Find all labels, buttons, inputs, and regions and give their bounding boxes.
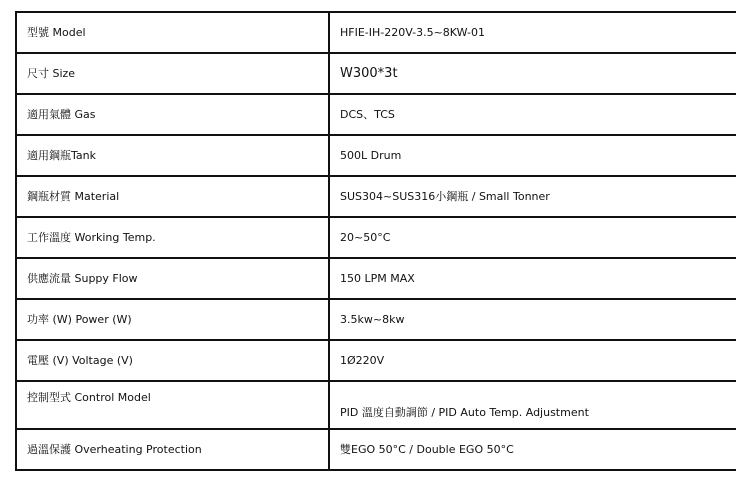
table-row-power (16, 299, 736, 340)
label-overheating-protection: 過溫保護 Overheating Protection (16, 429, 329, 470)
table-row-size (16, 53, 736, 94)
table-row-supply-flow (16, 258, 736, 299)
label-model: 型號 Model (16, 12, 329, 53)
table-row-tank (16, 135, 736, 176)
table-row-model (16, 12, 736, 53)
table-row-voltage (16, 340, 736, 381)
value-overheating-protection: 雙EGO 50°C / Double EGO 50°C (329, 429, 736, 470)
label-voltage: 電壓 (V) Voltage (V) (16, 340, 329, 381)
value-working-temp: 20~50°C (329, 217, 736, 258)
table-row-working-temp (16, 217, 736, 258)
table-row-overheating-protection (16, 429, 736, 470)
spec-table (15, 11, 736, 471)
value-size: W300*3t (329, 53, 736, 94)
table-row-gas (16, 94, 736, 135)
table-row-material (16, 176, 736, 217)
spec-table-body (16, 12, 736, 470)
value-model: HFIE-IH-220V-3.5~8KW-01 (329, 12, 736, 53)
label-material: 鋼瓶材質 Material (16, 176, 329, 217)
value-power: 3.5kw~8kw (329, 299, 736, 340)
label-control-model: 控制型式 Control Model (16, 381, 329, 429)
value-voltage: 1Ø220V (329, 340, 736, 381)
value-control-model: PID 溫度自動調節 / PID Auto Temp. Adjustment (329, 381, 736, 429)
value-gas: DCS、TCS (329, 94, 736, 135)
value-tank: 500L Drum (329, 135, 736, 176)
label-tank: 適用鋼瓶Tank (16, 135, 329, 176)
table-row-control-model (16, 381, 736, 429)
label-supply-flow: 供應流量 Suppy Flow (16, 258, 329, 299)
value-supply-flow: 150 LPM MAX (329, 258, 736, 299)
label-size: 尺寸 Size (16, 53, 329, 94)
label-power: 功率 (W) Power (W) (16, 299, 329, 340)
value-material: SUS304~SUS316小鋼瓶 / Small Tonner (329, 176, 736, 217)
label-gas: 適用氣體 Gas (16, 94, 329, 135)
label-working-temp: 工作溫度 Working Temp. (16, 217, 329, 258)
